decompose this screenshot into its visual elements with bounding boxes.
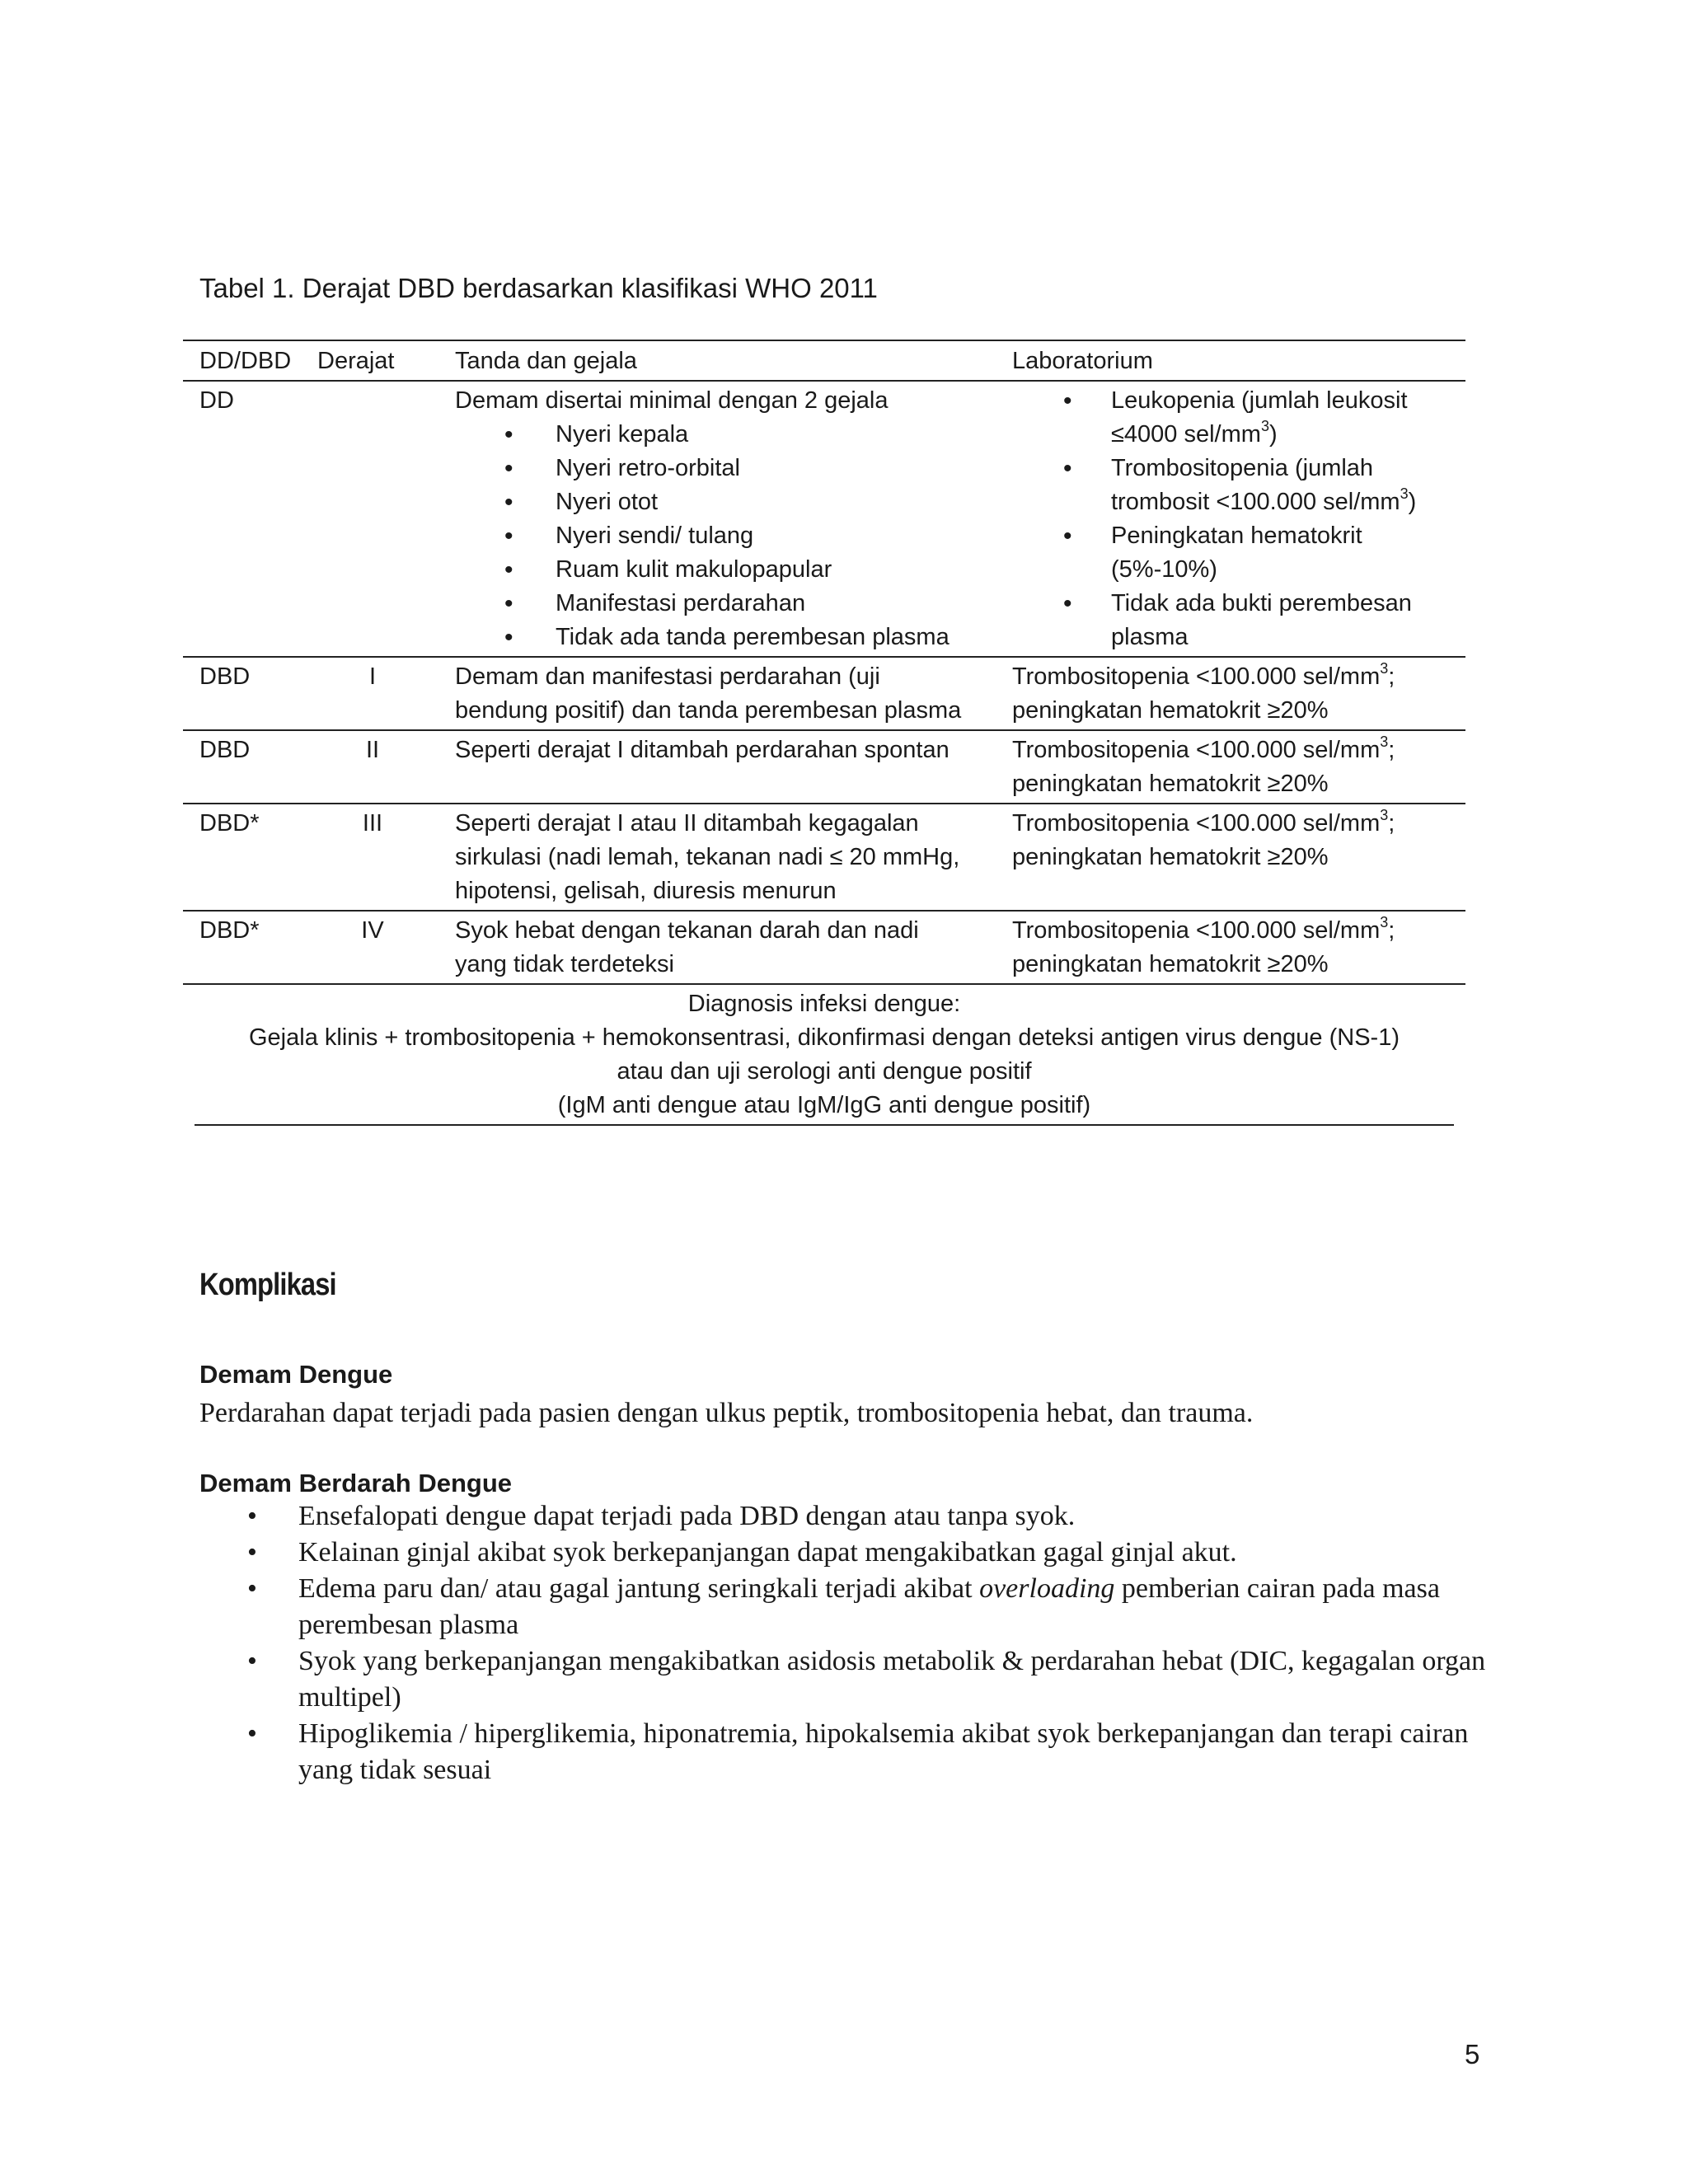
list-item <box>1111 587 1457 654</box>
header-tanda-gejala: Tanda dan gejala <box>455 348 637 374</box>
list-item: • Ruam kulit makulopapular <box>556 553 971 587</box>
lab-text: Trombositopenia (jumlah trombosit <100.000 sel/mm <box>1111 455 1400 515</box>
item-text: pemberian cairan pada masa perembesan plasma <box>298 1573 1440 1640</box>
lab-after: ; peningkatan hematokrit ≥20% <box>1012 663 1395 724</box>
lab-text: Leukopenia (jumlah leukosit ≤4000 sel/mm <box>1111 387 1408 448</box>
cell-symptoms: Syok hebat dengan tekanan darah dan nadi yang tidak terdeteksi <box>455 917 919 977</box>
list-item <box>1111 384 1457 452</box>
lab-sup: 3 <box>1380 733 1389 750</box>
lab-text: Trombositopenia <100.000 sel/mm <box>1012 917 1381 944</box>
table-row <box>183 731 1465 804</box>
dbd-classification-table <box>183 340 1465 1126</box>
cell-lab <box>979 733 1465 801</box>
list-item: • Nyeri otot <box>556 485 971 519</box>
table-row <box>183 658 1465 731</box>
lab-sup: 3 <box>1400 485 1409 502</box>
cell-grade <box>315 384 430 654</box>
cell-type: DD <box>199 387 234 414</box>
list-item <box>199 1643 1502 1716</box>
diagnosis-note <box>195 985 1454 1126</box>
diagnosis-line: Diagnosis infeksi dengue: <box>687 991 961 1017</box>
cell-symptoms: Seperti derajat I atau II ditambah kegagalan sirkulasi (nadi lemah, tekanan nadi ≤ 20 mmHg, hipotensi, gelisah, diuresis menurun <box>455 810 960 904</box>
cell-type: DBD <box>199 663 251 690</box>
lab-after: ) <box>1268 421 1278 448</box>
table-caption: Tabel 1. Derajat DBD berdasarkan klasifikasi WHO 2011 <box>199 273 878 303</box>
diagnosis-line: Gejala klinis + trombositopenia + hemokonsentrasi, dikonfirmasi dengan deteksi antigen virus dengue (NS-1) <box>249 1024 1400 1051</box>
lab-list <box>1012 384 1457 654</box>
section-heading-komplikasi: Komplikasi <box>199 1268 336 1302</box>
list-item <box>199 1535 1502 1571</box>
list-item: • Manifestasi perdarahan <box>556 587 971 621</box>
cell-grade: II <box>365 737 380 763</box>
table-header-row <box>183 340 1465 382</box>
lab-after: ; peningkatan hematokrit ≥20% <box>1012 917 1395 977</box>
list-item: • Tidak ada tanda perembesan plasma <box>556 621 971 654</box>
header-dd-dbd: DD/DBD <box>199 348 292 374</box>
symptoms-intro: Demam disertai minimal dengan 2 gejala <box>455 387 889 414</box>
cell-symptoms: Demam dan manifestasi perdarahan (uji bendung positif) dan tanda perembesan plasma <box>455 663 962 724</box>
item-emphasis: overloading <box>979 1573 1115 1604</box>
item-text: Edema paru dan/ atau gagal jantung seringkali terjadi akibat <box>298 1573 980 1604</box>
list-item: • Nyeri kepala <box>556 418 971 452</box>
cell-lab <box>979 807 1465 908</box>
lab-sup: 3 <box>1380 914 1389 930</box>
lab-text: Trombositopenia <100.000 sel/mm <box>1012 663 1381 690</box>
list-item <box>1111 519 1457 587</box>
lab-after: ) <box>1408 489 1417 515</box>
lab-sup: 3 <box>1380 660 1389 677</box>
list-item <box>199 1571 1502 1643</box>
list-item: • Nyeri retro-orbital <box>556 452 971 485</box>
list-item <box>199 1498 1502 1535</box>
subheading-demam-berdarah-dengue: Demam Berdarah Dengue <box>199 1469 513 1497</box>
lab-text: Trombositopenia <100.000 sel/mm <box>1012 810 1381 837</box>
cell-lab <box>979 914 1465 982</box>
diagnosis-line: (IgM anti dengue atau IgM/IgG anti dengue positif) <box>557 1092 1091 1118</box>
item-text: Hipoglikemia / hiperglikemia, hiponatremia, hipokalsemia akibat syok berkepanjangan dan terapi cairan yang tidak sesuai <box>298 1718 1469 1785</box>
table-row <box>183 382 1465 658</box>
cell-symptoms: Seperti derajat I ditambah perdarahan spontan <box>455 737 950 763</box>
page-number: 5 <box>1465 2039 1480 2069</box>
cell-type: DBD <box>199 737 251 763</box>
cell-symptoms <box>430 384 979 654</box>
cell-type: DBD* <box>199 917 260 944</box>
diagnosis-line: atau dan uji serologi anti dengue positif <box>617 1058 1032 1085</box>
lab-text: Tidak ada bukti perembesan plasma <box>1111 590 1412 650</box>
list-item: • Nyeri sendi/ tulang <box>556 519 971 553</box>
lab-sup: 3 <box>1260 418 1269 434</box>
lab-sup: 3 <box>1380 807 1389 823</box>
header-derajat: Derajat <box>317 348 395 374</box>
dbd-complications-list <box>199 1498 1502 1788</box>
header-laboratorium: Laboratorium <box>1012 348 1153 374</box>
cell-type: DBD* <box>199 810 260 837</box>
lab-text: Peningkatan hematokrit (5%-10%) <box>1111 523 1362 583</box>
cell-grade: IV <box>361 917 384 944</box>
item-text: Syok yang berkepanjangan mengakibatkan asidosis metabolik & perdarahan hebat (DIC, kegagalan organ multipel) <box>298 1646 1486 1713</box>
cell-lab <box>979 384 1465 654</box>
lab-after: ; peningkatan hematokrit ≥20% <box>1012 810 1395 870</box>
item-text: Kelainan ginjal akibat syok berkepanjangan dapat mengakibatkan gagal ginjal akut. <box>298 1537 1237 1568</box>
lab-after: ; peningkatan hematokrit ≥20% <box>1012 737 1395 797</box>
subheading-demam-dengue: Demam Dengue <box>199 1360 393 1389</box>
symptoms-list <box>455 418 971 654</box>
lab-text: Trombositopenia <100.000 sel/mm <box>1012 737 1381 763</box>
item-text: Ensefalopati dengue dapat terjadi pada DBD dengan atau tanpa syok. <box>298 1501 1076 1531</box>
cell-grade: III <box>362 810 383 837</box>
cell-grade: I <box>368 663 377 690</box>
paragraph-demam-dengue: Perdarahan dapat terjadi pada pasien dengan ulkus peptik, trombositopenia hebat, dan trauma. <box>199 1398 1254 1428</box>
cell-lab <box>979 660 1465 728</box>
table-row <box>183 912 1465 985</box>
table-row <box>183 804 1465 912</box>
list-item <box>199 1716 1502 1788</box>
list-item <box>1111 452 1457 519</box>
